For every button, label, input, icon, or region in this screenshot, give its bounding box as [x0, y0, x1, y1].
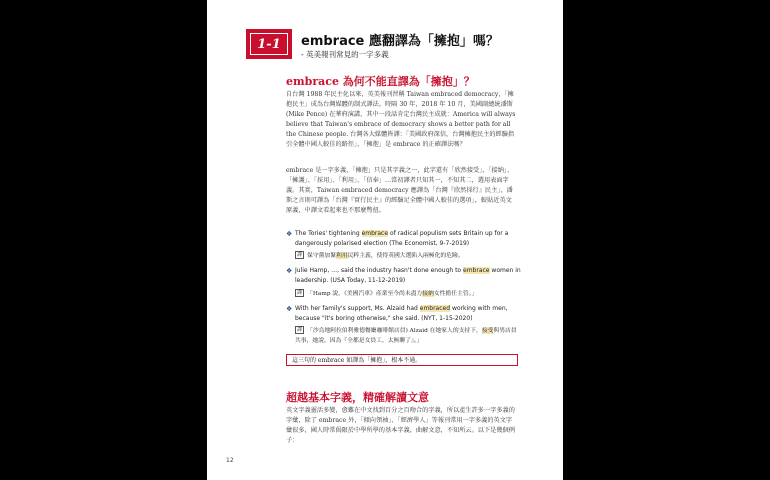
explanation-paragraph: embrace 是一字多義，「擁抱」只是其字義之一，此字還有「欣然接受」、「接納」、「擁護」、「採用」、「利用」、「信奉」…當初譯者只知其一，不知其二，選用表面字義。其實，Taiwan embraced democracy 應譯為「台灣『欣然採行』民主」，潘斯之言則可譯為「台灣『實行民主』的經驗足全體中國人較佳的選項」，較貼近英文原義，中譯文看起來也不那麼彆扭。: [286, 167, 514, 214]
diamond-bullet-icon: ❖: [286, 305, 293, 313]
diamond-bullet-icon: ❖: [286, 267, 293, 275]
translation-tag: 譯: [297, 252, 303, 258]
highlighted-word: embraced: [419, 305, 451, 312]
page-number: 12: [226, 457, 234, 464]
closing-paragraph: 英文字義靈活多變，愈難在中文找到百分之百吻合的字義，所以產生許多一字多義的字彙，除了 embrace 外，「傾向領袖」、「經濟學人」等報刊常用一字多義的英文字彙很多，國人時常侷限於中學所學的基本字義，曲解文意，不知所云。以下是幾個例子：: [286, 407, 515, 444]
highlighted-translation: 接納: [422, 291, 434, 297]
note-box: 這三句的 embrace 如譯為「擁抱」，根本不通。: [286, 354, 518, 366]
intro-paragraph: 自台灣 1988 年民主化以來，英美報刊習稱 Taiwan embraced democracy，「擁抱民主」成為台灣媒體的制式譯法。時隔 30 年，2018 年 10 月，美國副總統潘斯 (Mike Pence) 在華府演講，其中一段話肯定台灣民主成就：America will always believe that Taiwan's embrace of democracy shows a better path for all the Chinese people. 台灣各大媒體皆譯：「美國政府深信，台灣擁抱民主的經驗指引全體中國人較佳的路徑」，「擁抱」是 embrace 的正確譯法嗎？: [286, 91, 516, 148]
highlighted-word: embrace: [463, 267, 490, 274]
highlighted-translation: 利用: [336, 253, 348, 259]
book-page: [207, 0, 563, 480]
translation-tag: 譯: [297, 327, 303, 333]
example-sentence: ❖ The Tories' tightening embrace of radical populism sets Britain up for a dangerously polarised election (The Economist, 9-7-2019): [286, 230, 509, 247]
example-translation: 譯 「Hamp 說，《美國汽車》產業至今尚未盡力接納女性擔任主管。」: [297, 290, 478, 297]
example-translation: 譯 保守黨加緊利用民粹主義，使得英國大選陷入兩極化的危險。: [297, 252, 464, 259]
section-number-badge: 1-1: [246, 29, 292, 59]
heading-beyond-basic-meaning: 超越基本字義，精確解讀文意: [286, 391, 429, 404]
example-translation: 譯 「沙烏地阿拉伯利雅德餐廳咖啡館店員) Alzaid 在她家人的支持下，接受與男店員共事，她說，因為『全都是女員工，太無聊了』。」: [295, 327, 517, 344]
diamond-bullet-icon: ❖: [286, 230, 293, 238]
section-title: embrace 應翻譯為「擁抱」嗎？: [301, 34, 499, 49]
highlighted-word: embrace: [361, 230, 389, 237]
section-subtitle: - 英美報刊常見的一字多義: [301, 50, 389, 59]
translation-tag: 譯: [297, 290, 303, 296]
heading-why-not-hug: embrace 為何不能直譯為「擁抱」？: [286, 75, 475, 88]
highlighted-translation: 接受: [481, 328, 494, 334]
example-sentence: ❖ With her family's support, Ms. Alzaid had embraced working with men, because "it's boring otherwise," she said. (NYT, 1-15-2020): [286, 305, 508, 322]
example-sentence: ❖ Julie Hamp, …, said the industry hasn't done enough to embrace women in leadership. (USA Today, 11-12-2019): [286, 267, 521, 284]
